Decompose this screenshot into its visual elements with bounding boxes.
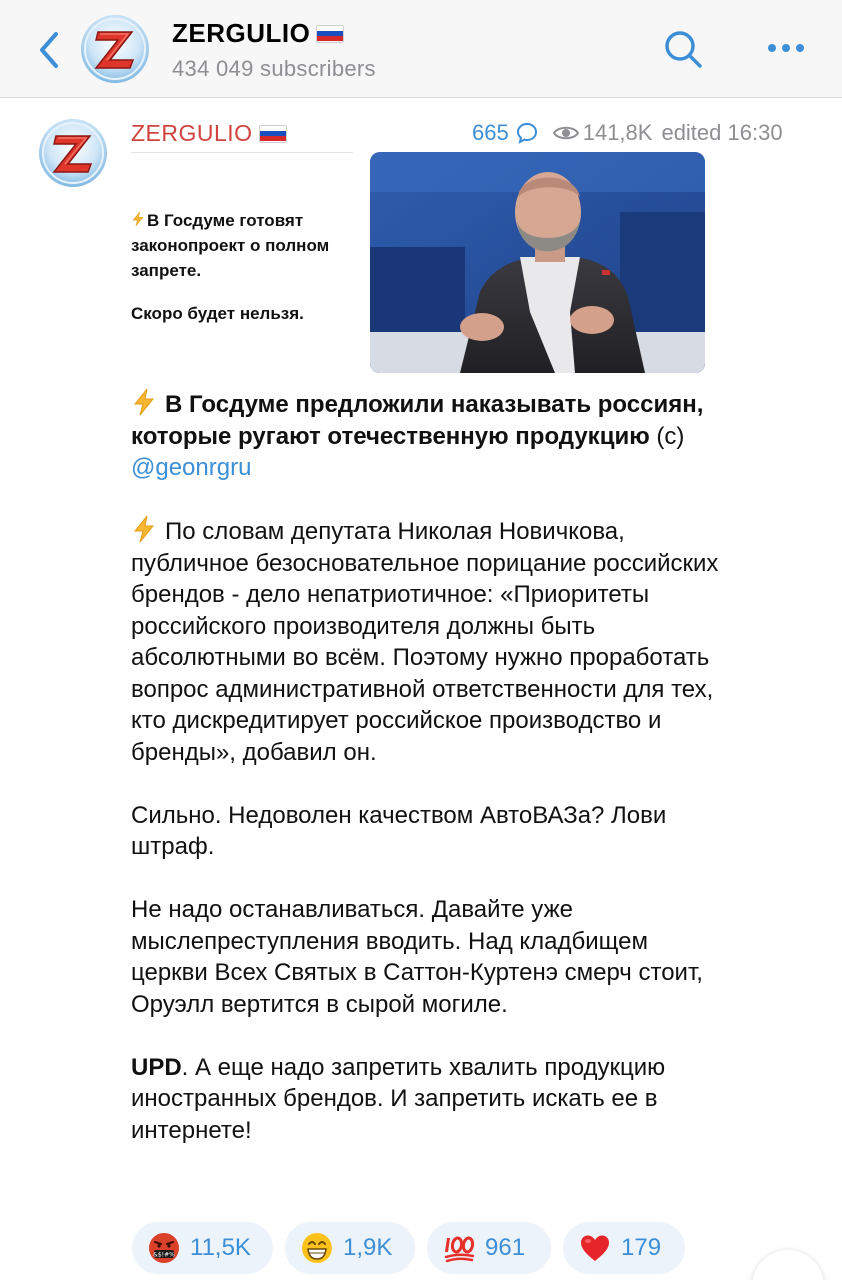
post-photo[interactable] xyxy=(370,152,705,373)
image-caption xyxy=(131,208,367,326)
search-icon[interactable] xyxy=(662,28,704,70)
reaction-count: 11,5K xyxy=(190,1234,251,1261)
reaction-count: 961 xyxy=(485,1234,526,1261)
reactions-bar xyxy=(132,1222,685,1274)
view-count: 141,8K xyxy=(582,120,653,145)
paragraph: Сильно. Недоволен качеством АвтоВАЗа? Лови штраф. xyxy=(131,801,667,860)
author-name: ZERGULIO xyxy=(131,120,253,146)
reaction-count: 1,9K xyxy=(343,1234,393,1261)
russian-flag-icon xyxy=(259,125,287,143)
paragraph: По словам депутата Николая Новичкова, публичное безосновательное порицание российских брендов - дело непатриотичное: «Приоритеты российского производителя должны быть абсолютными во всём. Поэтому нужно проработать вопрос административной ответственности для тех, кто дискредитирует российское производство и бренды», добавил он. xyxy=(131,515,731,768)
channel-avatar[interactable] xyxy=(80,14,150,84)
russian-flag-icon xyxy=(316,25,344,43)
image-caption-line: В Госдуме готовят законопроект о полном запрете. xyxy=(131,211,330,280)
lightning-icon xyxy=(131,388,157,416)
grinning-face-icon xyxy=(301,1232,333,1264)
edited-time: edited 16:30 xyxy=(661,120,783,145)
subscriber-count: 434 049 subscribers xyxy=(172,56,376,81)
reaction-heart[interactable] xyxy=(563,1222,685,1274)
hundred-points-icon xyxy=(443,1232,475,1264)
channel-title[interactable] xyxy=(172,18,344,49)
reaction-cursing[interactable] xyxy=(132,1222,273,1274)
image-caption-line: Скоро будет нельзя. xyxy=(131,304,304,323)
paragraph: Не надо останавливаться. Давайте уже мыслепреступления вводить. Над кладбищем церкви Всех Святых в Саттон-Куртенэ смерч стоит, Оруэлл вертится в сырой могиле. xyxy=(131,896,703,1018)
comment-bubble-icon[interactable] xyxy=(515,121,539,145)
channel-name: ZERGULIO xyxy=(172,18,311,48)
lightning-icon xyxy=(131,515,157,543)
author-avatar[interactable] xyxy=(38,118,108,188)
mention-link[interactable]: @geonrgru xyxy=(131,454,252,481)
comment-count[interactable]: 665 xyxy=(472,120,509,145)
chat-header xyxy=(0,0,842,98)
message-meta xyxy=(472,119,783,147)
more-icon[interactable] xyxy=(766,32,806,62)
lightning-icon xyxy=(131,210,145,228)
message-text xyxy=(131,388,731,1178)
message-author[interactable] xyxy=(131,120,287,147)
red-heart-icon xyxy=(579,1232,611,1264)
svg-text:&$!#%: &$!#% xyxy=(153,1251,175,1259)
chevron-left-icon[interactable] xyxy=(34,28,64,72)
reaction-count: 179 xyxy=(621,1234,662,1261)
paragraph: UPD. А еще надо запретить хвалить продукцию иностранных брендов. И запретить искать ее в интернете! xyxy=(131,1053,666,1144)
scroll-down-button[interactable] xyxy=(752,1250,824,1280)
divider xyxy=(131,152,353,153)
reaction-hundred[interactable] xyxy=(427,1222,551,1274)
eye-icon xyxy=(553,123,579,143)
headline: В Госдуме предложили наказывать россиян, которые ругают отечественную продукцию (с) @geonrgru xyxy=(131,388,731,484)
reaction-grin[interactable] xyxy=(285,1222,415,1274)
cursing-face-icon xyxy=(148,1232,180,1264)
